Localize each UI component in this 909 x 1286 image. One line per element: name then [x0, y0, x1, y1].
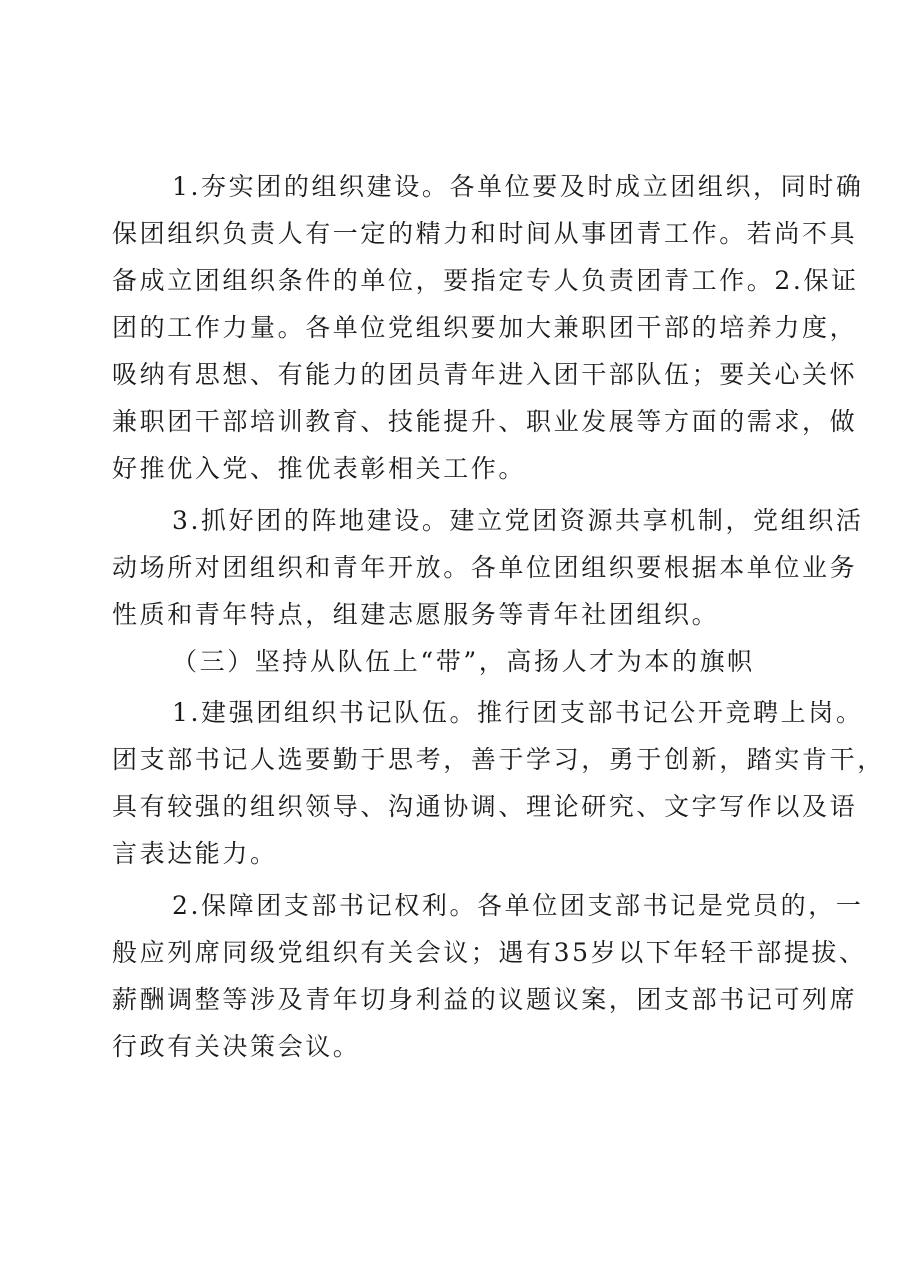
paragraph-line: 具有较强的组织领导、沟通协调、理论研究、文字写作以及语 [112, 792, 858, 821]
paragraph-line: 般应列席同级党组织有关会议；遇有35岁以下年轻干部提拔、 [112, 938, 867, 967]
paragraph-line: 备成立团组织条件的单位，要指定专人负责团青工作。2.保证 [112, 266, 859, 295]
paragraph-line: 动场所对团组织和青年开放。各单位团组织要根据本单位业务 [112, 553, 858, 582]
paragraph-line: 薪酬调整等涉及青年切身利益的议题议案，团支部书记可列席 [112, 985, 858, 1014]
paragraph-line: 吸纳有思想、有能力的团员青年进入团干部队伍；要关心关怀 [112, 360, 858, 389]
paragraph-line: 兼职团干部培训教育、技能提升、职业发展等方面的需求，做 [112, 407, 858, 436]
paragraph-line: 保团组织负责人有一定的精力和时间从事团青工作。若尚不具 [112, 219, 858, 248]
paragraph-line: 1.建强团组织书记队伍。推行团支部书记公开竞聘上岗。 [172, 698, 864, 727]
paragraph-line: 行政有关决策会议。 [112, 1032, 361, 1061]
paragraph-line: 团的工作力量。各单位党组织要加大兼职团干部的培养力度， [112, 313, 858, 342]
paragraph-line: 好推优入党、推优表彰相关工作。 [112, 454, 527, 483]
paragraph-line: 3.抓好团的阵地建设。建立党团资源共享机制，党组织活 [172, 506, 864, 535]
section-heading: （三）坚持从队伍上“带”，高扬人才为本的旗帜 [172, 647, 755, 676]
paragraph-line: 性质和青年特点，组建志愿服务等青年社团组织。 [112, 600, 720, 629]
paragraph-line: 言表达能力。 [112, 839, 278, 868]
paragraph-line: 团支部书记人选要勤于思考，善于学习，勇于创新，踏实肯干， [112, 745, 885, 774]
paragraph-line: 1.夯实团的组织建设。各单位要及时成立团组织，同时确 [172, 172, 864, 201]
paragraph-line: 2.保障团支部书记权利。各单位团支部书记是党员的，一 [172, 891, 864, 920]
